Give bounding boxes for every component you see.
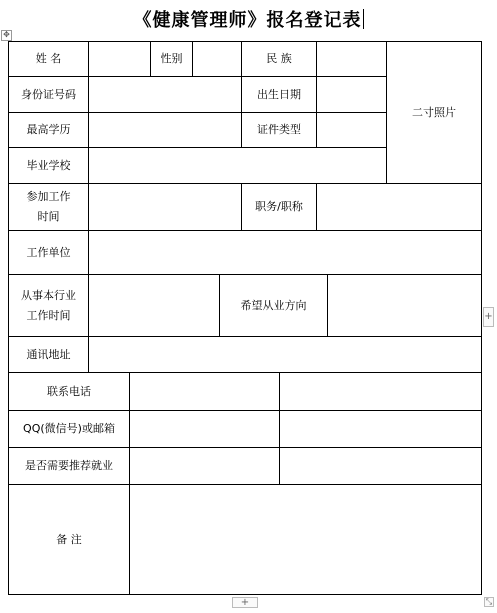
- label-id-number: 身份证号码: [9, 77, 89, 113]
- input-employer[interactable]: [89, 231, 481, 275]
- label-education: 最高学历: [9, 113, 89, 148]
- label-school: 毕业学校: [9, 148, 89, 184]
- label-name: 姓 名: [9, 42, 89, 77]
- input-birth-date[interactable]: [317, 77, 387, 113]
- label-gender: 性别: [151, 42, 193, 77]
- form-title: 《健康管理师》报名登记表: [133, 10, 362, 31]
- add-column-icon[interactable]: +: [483, 307, 494, 327]
- label-address: 通讯地址: [9, 337, 89, 373]
- table-resize-icon[interactable]: ⤡: [485, 597, 493, 606]
- input-name[interactable]: [89, 42, 151, 77]
- input-work-start[interactable]: [89, 184, 242, 231]
- table-move-handle-icon[interactable]: ✥: [1, 30, 12, 41]
- input-qq-email-extra[interactable]: [280, 411, 481, 448]
- label-desired-direction: 希望从业方向: [220, 275, 328, 337]
- input-id-number[interactable]: [89, 77, 242, 113]
- label-work-start: 参加工作 时间: [9, 184, 89, 231]
- photo-cell[interactable]: 二寸照片: [387, 42, 481, 184]
- input-phone[interactable]: [130, 373, 280, 411]
- input-job-referral-extra[interactable]: [280, 448, 481, 485]
- input-industry-time[interactable]: [89, 275, 220, 337]
- label-industry-time: 从事本行业 工作时间: [9, 275, 89, 337]
- input-phone-extra[interactable]: [280, 373, 481, 411]
- label-employer: 工作单位: [9, 231, 89, 275]
- input-desired-direction[interactable]: [328, 275, 481, 337]
- input-position[interactable]: [317, 184, 481, 231]
- label-ethnicity: 民 族: [242, 42, 317, 77]
- input-job-referral[interactable]: [130, 448, 280, 485]
- input-gender[interactable]: [193, 42, 242, 77]
- input-address[interactable]: [89, 337, 481, 373]
- label-remarks: 备 注: [9, 485, 130, 594]
- input-education[interactable]: [89, 113, 242, 148]
- input-cert-type[interactable]: [317, 113, 387, 148]
- registration-table: [8, 41, 482, 595]
- label-position: 职务/职称: [242, 184, 317, 231]
- input-remarks[interactable]: [130, 485, 481, 594]
- label-phone: 联系电话: [9, 373, 130, 411]
- text-cursor: [363, 9, 364, 29]
- add-row-icon[interactable]: +: [232, 597, 258, 608]
- label-birth-date: 出生日期: [242, 77, 317, 113]
- label-qq-email: QQ(微信号)或邮箱: [9, 411, 130, 448]
- label-cert-type: 证件类型: [242, 113, 317, 148]
- label-job-referral: 是否需要推荐就业: [9, 448, 130, 485]
- input-school[interactable]: [89, 148, 387, 184]
- input-qq-email[interactable]: [130, 411, 280, 448]
- input-ethnicity[interactable]: [317, 42, 387, 77]
